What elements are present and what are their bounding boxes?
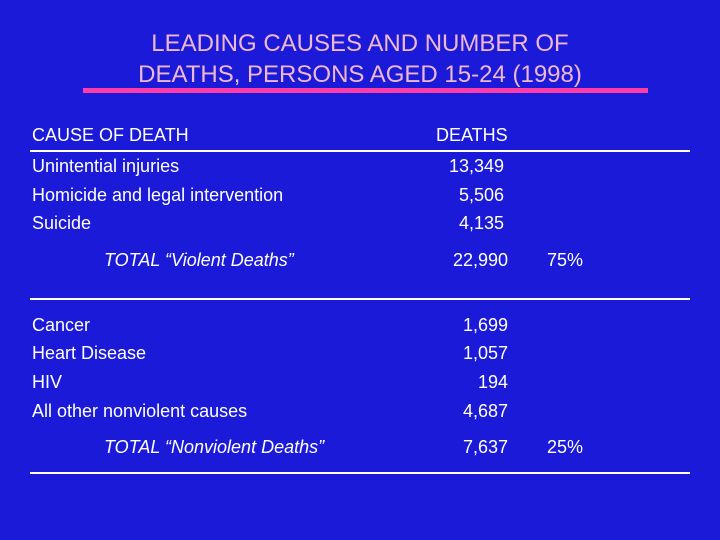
violent-cause-2: Homicide and legal intervention (32, 185, 284, 205)
nonviolent-cause-2: Heart Disease (32, 343, 147, 363)
nonviolent-deaths-1: 1,699 (462, 315, 508, 335)
nonviolent-deaths-2: 1,057 (462, 343, 508, 363)
nonviolent-cause-1: Cancer (32, 315, 91, 335)
section-divider (30, 298, 690, 300)
header-cause: CAUSE OF DEATH (32, 125, 189, 145)
nonviolent-deaths-3: 194 (477, 372, 508, 392)
nonviolent-total-percent: 25% (547, 437, 584, 457)
nonviolent-cause-3: HIV (32, 372, 63, 392)
slide-title (0, 28, 720, 90)
header-deaths: DEATHS (436, 125, 508, 145)
violent-total-label: TOTAL “Violent Deaths” (104, 250, 294, 270)
violent-deaths-3: 4,135 (458, 213, 504, 233)
nonviolent-deaths-4: 4,687 (462, 401, 508, 421)
bottom-divider (30, 472, 690, 474)
header-divider (30, 150, 690, 152)
nonviolent-total-value: 7,637 (462, 437, 508, 457)
violent-total-percent: 75% (547, 250, 584, 270)
nonviolent-cause-4: All other nonviolent causes (32, 401, 248, 421)
title-line-1: LEADING CAUSES AND NUMBER OF (151, 30, 569, 57)
title-line-2: DEATHS, PERSONS AGED 15-24 (1998) (138, 61, 582, 88)
violent-total-value: 22,990 (452, 250, 508, 270)
title-underline (83, 88, 648, 93)
violent-deaths-2: 5,506 (458, 185, 504, 205)
violent-cause-3: Suicide (32, 213, 92, 233)
nonviolent-total-label: TOTAL “Nonviolent Deaths” (104, 437, 325, 457)
violent-deaths-1: 13,349 (448, 156, 504, 176)
violent-cause-1: Unintential injuries (32, 156, 180, 176)
